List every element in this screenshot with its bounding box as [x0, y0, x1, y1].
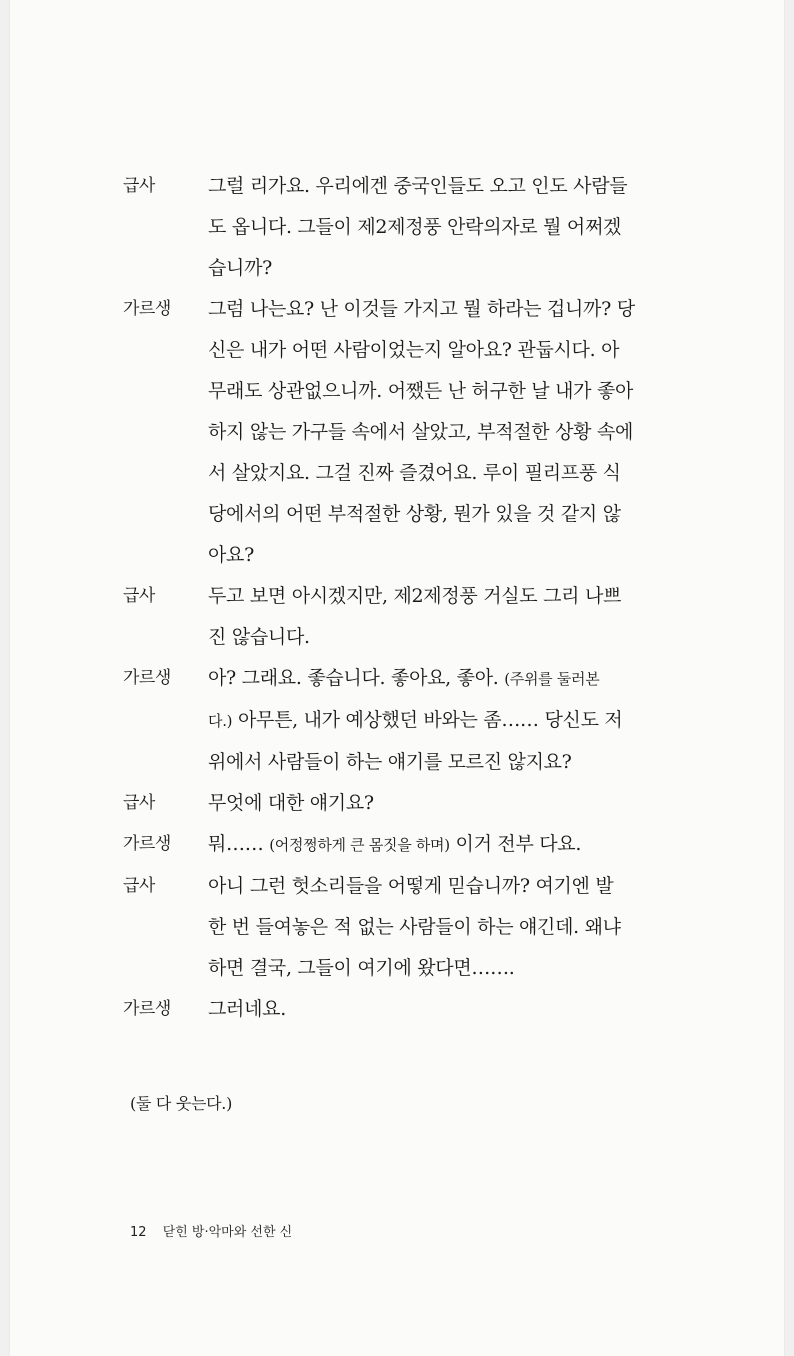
book-page: [10, 0, 784, 1356]
speech-fragment: 뭐……: [208, 833, 270, 855]
speech-line: 습니까?: [208, 257, 273, 279]
speech-line: 그럴 리가요. 우리에겐 중국인들도 오고 인도 사람들: [208, 175, 628, 197]
speech-line: [208, 700, 703, 742]
speech-text: [208, 783, 703, 824]
speech-line: 그럼 나는요? 난 이것들 가지고 뭘 하라는 겁니까? 당: [208, 298, 635, 320]
speech-line: 신은 내가 어떤 사람이었는지 알아요? 관둡시다. 아: [208, 339, 620, 361]
speech-line: 하지 않는 가구들 속에서 살았고, 부적절한 상황 속에: [208, 421, 634, 443]
dialogue-line: [123, 866, 703, 989]
dialogue-line: [123, 658, 703, 783]
dialogue-line: [123, 166, 703, 289]
stage-direction-inline: 다.): [208, 712, 233, 730]
speech-line: [208, 824, 703, 866]
speech-line: 아요?: [208, 544, 254, 566]
speaker-name: 급사: [123, 793, 155, 813]
page-number: 12: [130, 1225, 147, 1240]
speech-line: 아니 그런 헛소리들을 어떻게 믿습니까? 여기엔 발: [208, 875, 614, 897]
speech-text: [208, 866, 703, 989]
dialogue-line: [123, 289, 703, 576]
speech-line: 무래도 상관없으니까. 어쨌든 난 허구한 날 내가 좋아: [208, 380, 634, 402]
speech-line: [208, 658, 703, 700]
speech-line: 진 않습니다.: [208, 626, 310, 648]
speech-fragment: 아? 그래요. 좋습니다. 좋아요, 좋아.: [208, 667, 505, 689]
speech-line: 한 번 들여놓은 적 없는 사람들이 하는 얘긴데. 왜냐: [208, 916, 621, 938]
speech-fragment: 이거 전부 다요.: [449, 833, 582, 855]
speaker-name: 가르생: [123, 999, 171, 1019]
speech-line: 두고 보면 아시겠지만, 제2제정풍 거실도 그리 나쁘: [208, 585, 622, 607]
stage-direction-inline: (어정쩡하게 큰 몸짓을 하며): [269, 836, 450, 854]
speech-fragment: 아무튼, 내가 예상했던 바와는 좀…… 당신도 저: [232, 709, 623, 731]
dialogue-line: [123, 576, 703, 658]
speech-text: [208, 576, 703, 658]
dialogue-line: [123, 783, 703, 824]
speech-line: 그러네요.: [208, 998, 286, 1020]
speech-text: [208, 824, 703, 866]
speech-line: 위에서 사람들이 하는 얘기를 모르진 않지요?: [208, 751, 572, 773]
dialogue-line: [123, 824, 703, 866]
speech-text: [208, 989, 703, 1030]
stage-direction: (둘 다 웃는다.): [130, 1094, 233, 1113]
book-title: 닫힌 방·악마와 선한 신: [162, 1225, 293, 1240]
speech-line: 하면 결국, 그들이 여기에 왔다면…….: [208, 957, 515, 979]
stage-direction-inline: (주위를 둘러본: [504, 670, 600, 688]
speech-line: 무엇에 대한 얘기요?: [208, 792, 374, 814]
speaker-name: 급사: [123, 176, 155, 196]
speech-text: [208, 289, 703, 576]
speech-text: [208, 166, 703, 289]
speech-line: 당에서의 어떤 부적절한 상황, 뭔가 있을 것 같지 않: [208, 503, 621, 525]
speaker-name: 가르생: [123, 668, 171, 688]
dialogue: [123, 166, 703, 1030]
speech-line: 도 옵니다. 그들이 제2제정풍 안락의자로 뭘 어쩌겠: [208, 216, 622, 238]
page-footer: [130, 1224, 292, 1242]
speaker-name: 급사: [123, 876, 155, 896]
speech-line: 서 살았지요. 그걸 진짜 즐겼어요. 루이 필리프풍 식: [208, 462, 621, 484]
dialogue-line: [123, 989, 703, 1030]
speaker-name: 가르생: [123, 834, 171, 854]
speaker-name: 급사: [123, 586, 155, 606]
speaker-name: 가르생: [123, 299, 171, 319]
speech-text: [208, 658, 703, 783]
